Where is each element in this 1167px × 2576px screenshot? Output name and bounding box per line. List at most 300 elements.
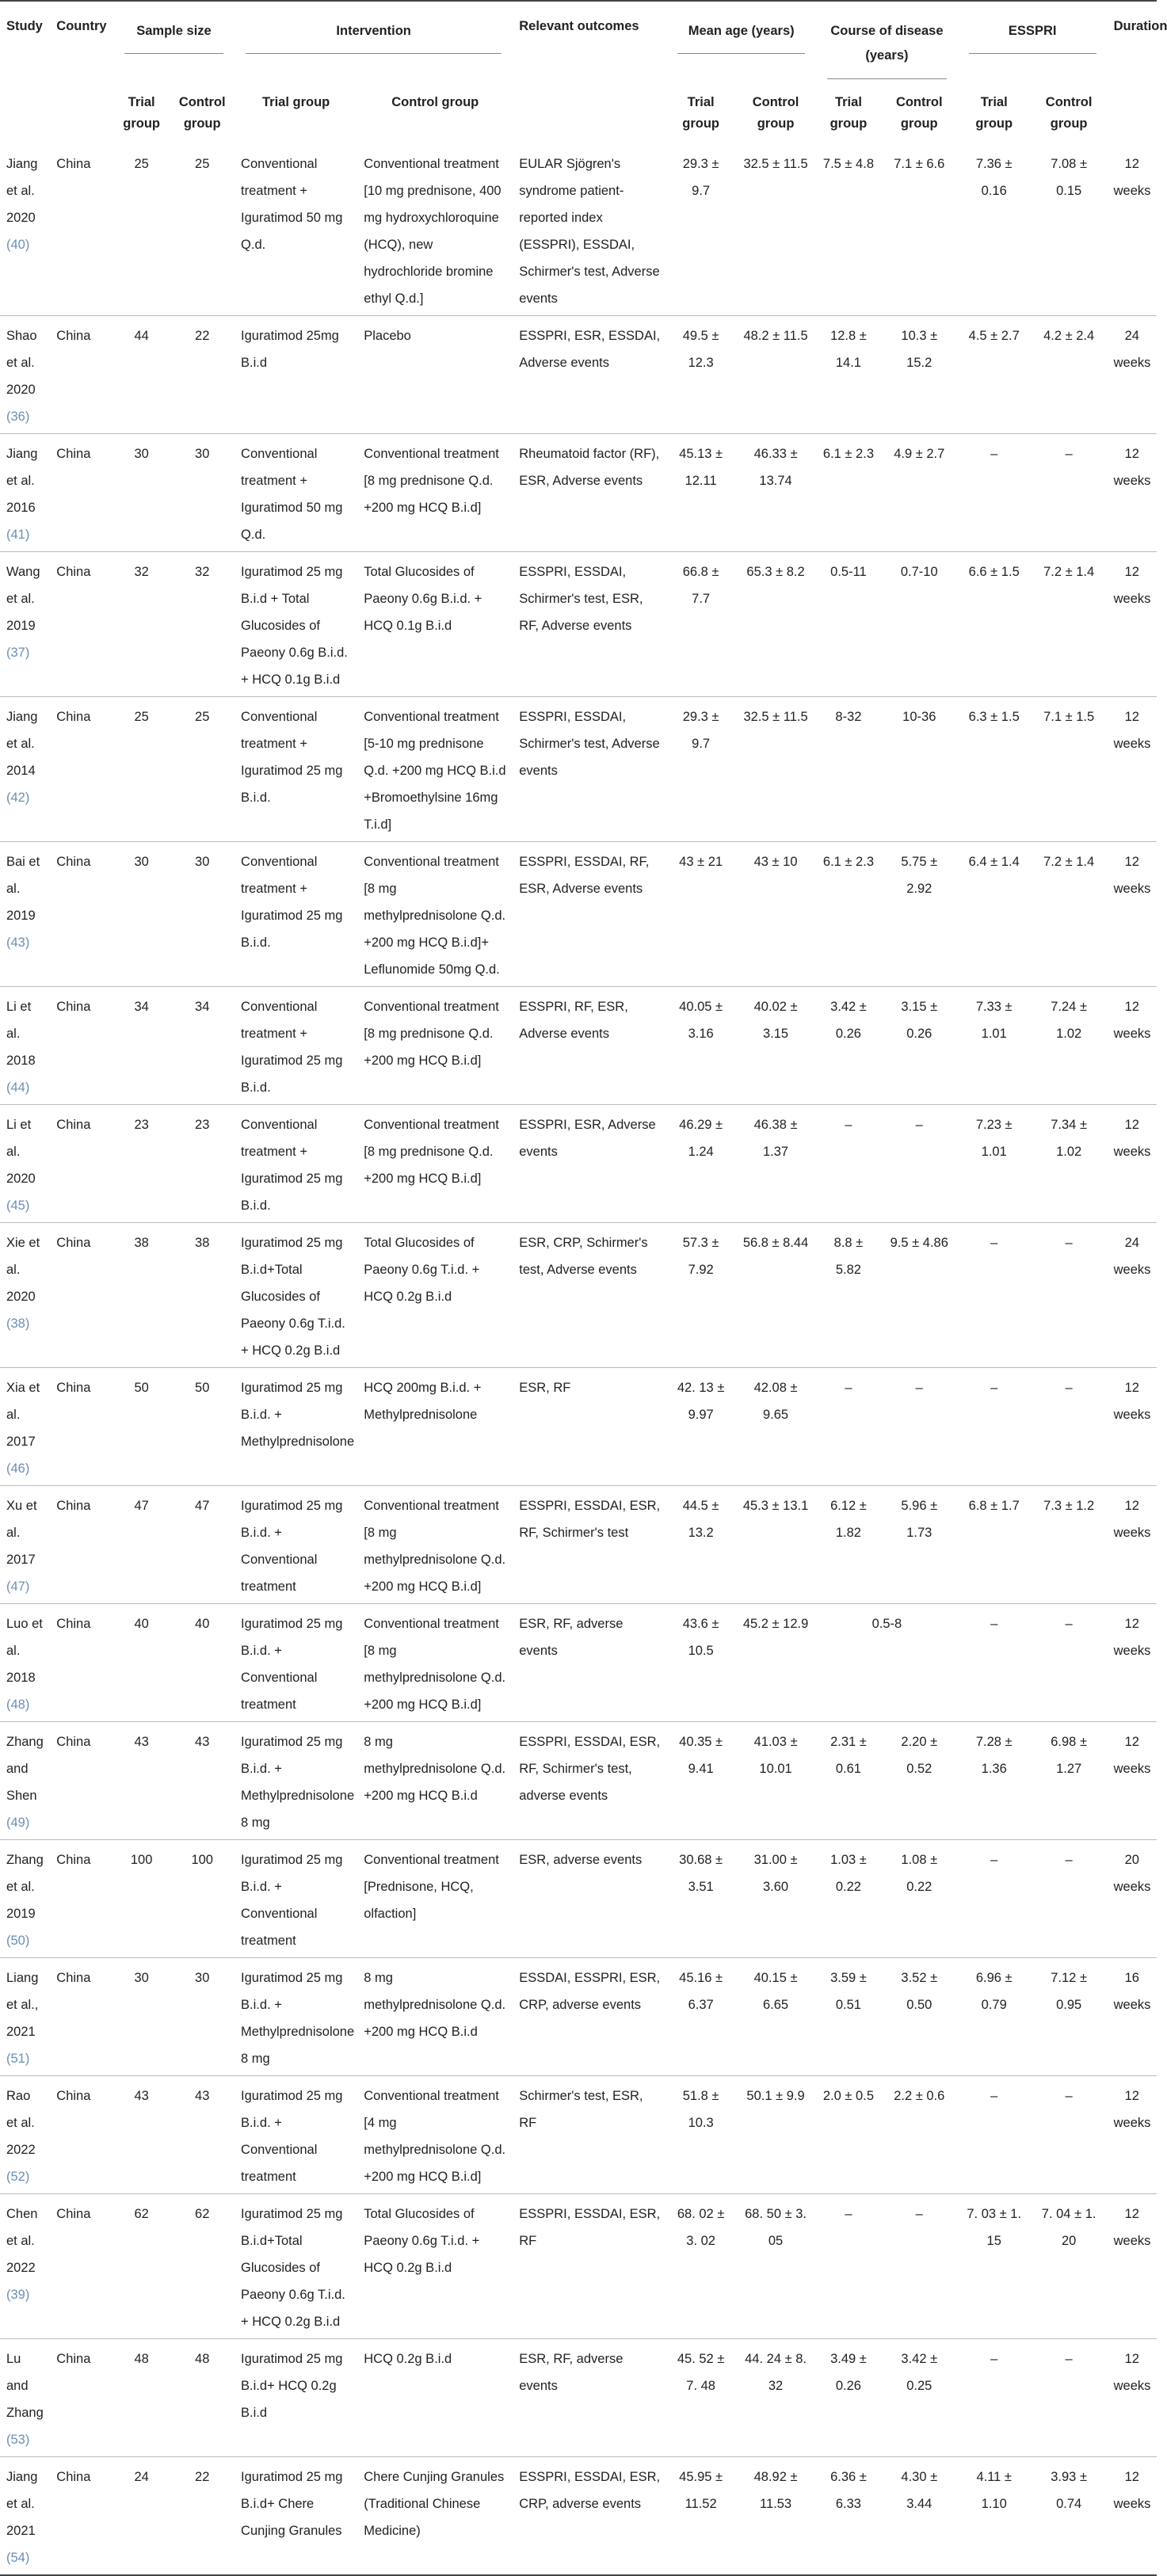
cell-intervention-control: Conventional treatment [4 mg methylprednisolone Q.d. +200 mg HCQ B.i.d] — [357, 2076, 513, 2194]
table-row — [0, 1105, 1157, 1223]
cell-intervention-trial: Conventional treatment + Iguratimod 25 mg B.i.d. — [235, 697, 357, 842]
header-course-trial: Trial group — [829, 94, 868, 131]
cell-intervention-control: Chere Cunjing Granules (Traditional Chinese Medicine) — [357, 2457, 513, 2576]
cell-intervention-control: Conventional treatment [8 mg prednisone Q.d. +200 mg HCQ B.i.d] — [357, 434, 513, 552]
cell-sample-control: 47 — [170, 1486, 235, 1604]
cell-esspri-trial: 6.6 ± 1.5 — [958, 552, 1031, 697]
cell-course-trial: 8-32 — [816, 697, 881, 842]
study-reference-link[interactable]: (53) — [6, 2433, 30, 2448]
study-name: Zhang and Shen — [6, 1735, 44, 1804]
cell-relevant-outcomes: ESSPRI, ESSDAI, RF, ESR, Adverse events — [513, 842, 666, 987]
cell-course-trial: – — [816, 1368, 881, 1486]
cell-country: China — [50, 842, 113, 987]
cell-relevant-outcomes: ESR, RF, adverse events — [513, 2339, 666, 2457]
cell-age-control: 45.3 ± 13.1 — [735, 1486, 816, 1604]
header-course-of-disease: Course of disease (years) — [816, 1, 958, 82]
header-intervention-trial: Trial group — [262, 94, 330, 109]
cell-esspri-control: – — [1031, 1223, 1108, 1368]
study-name: Chen et al. 2022 — [6, 2207, 38, 2276]
cell-esspri-trial: – — [958, 2339, 1031, 2457]
table-row — [0, 1486, 1157, 1604]
cell-intervention-trial: Iguratimod 25 mg B.i.d. + Conventional treatment — [235, 1486, 357, 1604]
cell-age-trial: 40.35 ± 9.41 — [666, 1722, 735, 1840]
cell-age-trial: 45.95 ± 11.52 — [666, 2457, 735, 2576]
cell-study — [0, 144, 50, 316]
cell-course-trial: – — [816, 2194, 881, 2339]
cell-relevant-outcomes: ESSPRI, ESSDAI, ESR, CRP, adverse events — [513, 2457, 666, 2576]
cell-country: China — [50, 1722, 113, 1840]
cell-intervention-trial: Iguratimod 25 mg B.i.d+Total Glucosides of Paeony 0.6g T.i.d. + HCQ 0.2g B.i.d — [235, 1223, 357, 1368]
cell-intervention-control: Conventional treatment [8 mg methylprednisolone Q.d. +200 mg HCQ B.i.d] — [357, 1604, 513, 1722]
cell-country: China — [50, 2457, 113, 2576]
cell-sample-trial: 34 — [113, 987, 170, 1105]
cell-age-control: 42.08 ± 9.65 — [735, 1368, 816, 1486]
cell-duration: 24 weeks — [1108, 1223, 1157, 1368]
cell-esspri-trial: – — [958, 1840, 1031, 1958]
cell-esspri-trial: 7.28 ± 1.36 — [958, 1722, 1031, 1840]
study-name: Wang et al. 2019 — [6, 565, 40, 634]
cell-duration: 12 weeks — [1108, 1368, 1157, 1486]
study-reference-link[interactable]: (44) — [6, 1080, 30, 1096]
cell-duration: 12 weeks — [1108, 144, 1157, 316]
cell-intervention-control: Total Glucosides of Paeony 0.6g T.i.d. + HCQ 0.2g B.i.d — [357, 2194, 513, 2339]
cell-sample-control: 25 — [170, 144, 235, 316]
cell-sample-control: 62 — [170, 2194, 235, 2339]
study-reference-link[interactable]: (41) — [6, 528, 30, 543]
cell-sample-trial: 38 — [113, 1223, 170, 1368]
cell-intervention-trial: Iguratimod 25 mg B.i.d. + Conventional treatment — [235, 1604, 357, 1722]
cell-relevant-outcomes: ESR, RF, adverse events — [513, 1604, 666, 1722]
cell-intervention-trial: Iguratimod 25 mg B.i.d. + Conventional treatment — [235, 1840, 357, 1958]
cell-age-trial: 46.29 ± 1.24 — [666, 1105, 735, 1223]
cell-age-trial: 30.68 ± 3.51 — [666, 1840, 735, 1958]
cell-relevant-outcomes: ESSPRI, ESR, ESSDAI, Adverse events — [513, 316, 666, 434]
table-row — [0, 987, 1157, 1105]
study-reference-link[interactable]: (45) — [6, 1198, 30, 1214]
cell-esspri-trial: 6.4 ± 1.4 — [958, 842, 1031, 987]
cell-intervention-trial: Iguratimod 25 mg B.i.d+Total Glucosides of Paeony 0.6g T.i.d. + HCQ 0.2g B.i.d — [235, 2194, 357, 2339]
table-row — [0, 842, 1157, 987]
cell-study — [0, 2339, 50, 2457]
header-sample-size: Sample size — [113, 1, 235, 82]
header-sample-control: Control group — [178, 94, 226, 131]
cell-age-control: 32.5 ± 11.5 — [735, 697, 816, 842]
cell-study — [0, 1368, 50, 1486]
table-row — [0, 144, 1157, 316]
study-reference-link[interactable]: (36) — [6, 410, 30, 425]
cell-study — [0, 1722, 50, 1840]
cell-relevant-outcomes: EULAR Sjögren's syndrome patient-reported index (ESSPRI), ESSDAI, Schirmer's test, Adverse events — [513, 144, 666, 316]
cell-esspri-trial: 7. 03 ± 1. 15 — [958, 2194, 1031, 2339]
cell-duration: 16 weeks — [1108, 1958, 1157, 2076]
cell-esspri-control: 7.2 ± 1.4 — [1031, 842, 1108, 987]
study-name: Lu and Zhang — [6, 2352, 44, 2421]
cell-esspri-control: 7.34 ± 1.02 — [1031, 1105, 1108, 1223]
cell-duration: 12 weeks — [1108, 697, 1157, 842]
cell-relevant-outcomes: ESR, RF — [513, 1368, 666, 1486]
cell-intervention-trial: Conventional treatment + Iguratimod 25 mg B.i.d. — [235, 842, 357, 987]
cell-intervention-trial: Iguratimod 25 mg B.i.d. + Methylprednisolone — [235, 1368, 357, 1486]
cell-course-control: 5.96 ± 1.73 — [881, 1486, 958, 1604]
cell-age-trial: 29.3 ± 9.7 — [666, 697, 735, 842]
header-relevant-outcomes: Relevant outcomes — [513, 1, 666, 144]
study-reference-link[interactable]: (42) — [6, 791, 30, 806]
cell-esspri-control: 7.24 ± 1.02 — [1031, 987, 1108, 1105]
study-name: Li et al. 2020 — [6, 1118, 36, 1187]
cell-esspri-control: – — [1031, 434, 1108, 552]
cell-age-control: 48.92 ± 11.53 — [735, 2457, 816, 2576]
study-reference-link[interactable]: (49) — [6, 1816, 30, 1831]
cell-relevant-outcomes: ESSDAI, ESSPRI, ESR, CRP, adverse events — [513, 1958, 666, 2076]
cell-sample-trial: 25 — [113, 144, 170, 316]
cell-age-control: 50.1 ± 9.9 — [735, 2076, 816, 2194]
cell-sample-control: 32 — [170, 552, 235, 697]
cell-sample-control: 30 — [170, 1958, 235, 2076]
cell-intervention-trial: Conventional treatment + Iguratimod 50 mg Q.d. — [235, 144, 357, 316]
cell-country: China — [50, 1840, 113, 1958]
table-row — [0, 1223, 1157, 1368]
study-name: Jiang et al. 2014 — [6, 710, 38, 779]
cell-age-trial: 44.5 ± 13.2 — [666, 1486, 735, 1604]
cell-relevant-outcomes: ESSPRI, ESR, Adverse events — [513, 1105, 666, 1223]
cell-sample-control: 30 — [170, 434, 235, 552]
cell-course-control: 2.2 ± 0.6 — [881, 2076, 958, 2194]
cell-duration: 12 weeks — [1108, 434, 1157, 552]
cell-sample-control: 22 — [170, 2457, 235, 2576]
study-name: Xu et al. 2017 — [6, 1499, 37, 1568]
cell-age-control: 43 ± 10 — [735, 842, 816, 987]
cell-study — [0, 1486, 50, 1604]
cell-sample-control: 43 — [170, 2076, 235, 2194]
header-esspri-trial: Trial group — [975, 94, 1013, 131]
table-row — [0, 552, 1157, 697]
cell-sample-control: 25 — [170, 697, 235, 842]
cell-course-control: – — [881, 2194, 958, 2339]
header-age-trial: Trial group — [682, 94, 719, 131]
study-reference-link[interactable]: (40) — [6, 238, 30, 253]
cell-intervention-trial: Iguratimod 25 mg B.i.d. + Conventional treatment — [235, 2076, 357, 2194]
cell-esspri-control: 3.93 ± 0.74 — [1031, 2457, 1108, 2576]
cell-duration: 12 weeks — [1108, 1604, 1157, 1722]
cell-study — [0, 697, 50, 842]
header-country: Country — [50, 1, 113, 144]
cell-sample-trial: 25 — [113, 697, 170, 842]
cell-country: China — [50, 2194, 113, 2339]
cell-study — [0, 434, 50, 552]
header-sample-trial: Trial group — [123, 94, 161, 131]
cell-age-control: 41.03 ± 10.01 — [735, 1722, 816, 1840]
cell-course-combined: 0.5-8 — [816, 1604, 958, 1722]
study-reference-link[interactable]: (37) — [6, 646, 30, 661]
cell-country: China — [50, 1604, 113, 1722]
header-mean-age: Mean age (years) — [666, 1, 816, 82]
cell-age-control: 40.15 ± 6.65 — [735, 1958, 816, 2076]
cell-course-trial: 6.1 ± 2.3 — [816, 434, 881, 552]
cell-age-control: 46.33 ± 13.74 — [735, 434, 816, 552]
cell-intervention-trial: Conventional treatment + Iguratimod 25 mg B.i.d. — [235, 1105, 357, 1223]
cell-age-control: 48.2 ± 11.5 — [735, 316, 816, 434]
cell-sample-trial: 23 — [113, 1105, 170, 1223]
cell-course-control: 7.1 ± 6.6 — [881, 144, 958, 316]
cell-esspri-trial: 7.33 ± 1.01 — [958, 987, 1031, 1105]
cell-country: China — [50, 697, 113, 842]
cell-age-trial: 45.16 ± 6.37 — [666, 1958, 735, 2076]
cell-course-control: – — [881, 1368, 958, 1486]
cell-age-trial: 43.6 ± 10.5 — [666, 1604, 735, 1722]
cell-age-trial: 57.3 ± 7.92 — [666, 1223, 735, 1368]
cell-study — [0, 1223, 50, 1368]
cell-esspri-trial: 7.36 ± 0.16 — [958, 144, 1031, 316]
cell-duration: 12 weeks — [1108, 552, 1157, 697]
header-age-control: Control group — [752, 94, 799, 131]
cell-course-control: 9.5 ± 4.86 — [881, 1223, 958, 1368]
cell-study — [0, 1105, 50, 1223]
cell-duration: 12 weeks — [1108, 2339, 1157, 2457]
table-row — [0, 316, 1157, 434]
cell-course-trial: 12.8 ± 14.1 — [816, 316, 881, 434]
study-name: Xie et al. 2020 — [6, 1236, 40, 1305]
study-reference-link[interactable]: (43) — [6, 936, 30, 951]
cell-intervention-control: Total Glucosides of Paeony 0.6g T.i.d. + HCQ 0.2g B.i.d — [357, 1223, 513, 1368]
cell-age-control: 56.8 ± 8.44 — [735, 1223, 816, 1368]
cell-age-control: 46.38 ± 1.37 — [735, 1105, 816, 1223]
cell-esspri-control: – — [1031, 2339, 1108, 2457]
cell-course-control: 2.20 ± 0.52 — [881, 1722, 958, 1840]
cell-esspri-control: – — [1031, 1604, 1108, 1722]
cell-age-control: 40.02 ± 3.15 — [735, 987, 816, 1105]
header-esspri-control: Control group — [1045, 94, 1093, 131]
cell-sample-control: 48 — [170, 2339, 235, 2457]
cell-relevant-outcomes: ESSPRI, ESSDAI, Schirmer's test, ESR, RF, Adverse events — [513, 552, 666, 697]
cell-relevant-outcomes: ESSPRI, RF, ESR, Adverse events — [513, 987, 666, 1105]
cell-intervention-control: Conventional treatment [8 mg methylprednisolone Q.d. +200 mg HCQ B.i.d]+ Leflunomide 50mg Q.d. — [357, 842, 513, 987]
cell-age-control: 68. 50 ± 3. 05 — [735, 2194, 816, 2339]
cell-study — [0, 842, 50, 987]
cell-sample-control: 43 — [170, 1722, 235, 1840]
cell-intervention-control: Conventional treatment [8 mg methylprednisolone Q.d. +200 mg HCQ B.i.d] — [357, 1486, 513, 1604]
cell-duration: 24 weeks — [1108, 316, 1157, 434]
cell-esspri-trial: 7.23 ± 1.01 — [958, 1105, 1031, 1223]
study-reference-link[interactable]: (47) — [6, 1580, 30, 1595]
cell-age-control: 32.5 ± 11.5 — [735, 144, 816, 316]
study-reference-link[interactable]: (48) — [6, 1698, 30, 1713]
cell-country: China — [50, 1368, 113, 1486]
cell-course-control: 0.7-10 — [881, 552, 958, 697]
cell-country: China — [50, 144, 113, 316]
cell-intervention-control: Conventional treatment [Prednisone, HCQ, olfaction] — [357, 1840, 513, 1958]
table-row — [0, 1840, 1157, 1958]
cell-intervention-control: Conventional treatment [8 mg prednisone Q.d. +200 mg HCQ B.i.d] — [357, 1105, 513, 1223]
cell-course-control: 4.30 ± 3.44 — [881, 2457, 958, 2576]
cell-age-trial: 49.5 ± 12.3 — [666, 316, 735, 434]
cell-sample-trial: 44 — [113, 316, 170, 434]
cell-sample-trial: 40 — [113, 1604, 170, 1722]
table-row — [0, 1958, 1157, 2076]
table-row — [0, 434, 1157, 552]
cell-age-trial: 68. 02 ± 3. 02 — [666, 2194, 735, 2339]
cell-course-trial: – — [816, 1105, 881, 1223]
cell-sample-trial: 48 — [113, 2339, 170, 2457]
cell-esspri-trial: 4.5 ± 2.7 — [958, 316, 1031, 434]
cell-country: China — [50, 2076, 113, 2194]
cell-relevant-outcomes: ESSPRI, ESSDAI, ESR, RF — [513, 2194, 666, 2339]
cell-sample-trial: 30 — [113, 1958, 170, 2076]
cell-study — [0, 1840, 50, 1958]
cell-study — [0, 1958, 50, 2076]
cell-course-trial: 2.31 ± 0.61 — [816, 1722, 881, 1840]
cell-sample-control: 34 — [170, 987, 235, 1105]
cell-relevant-outcomes: ESSPRI, ESSDAI, Schirmer's test, Adverse events — [513, 697, 666, 842]
study-reference-link[interactable]: (51) — [6, 2052, 30, 2067]
cell-duration: 12 weeks — [1108, 842, 1157, 987]
cell-country: China — [50, 1486, 113, 1604]
cell-country: China — [50, 1223, 113, 1368]
cell-sample-trial: 62 — [113, 2194, 170, 2339]
study-reference-link[interactable]: (46) — [6, 1461, 30, 1477]
cell-course-trial: 6.12 ± 1.82 — [816, 1486, 881, 1604]
cell-relevant-outcomes: ESR, adverse events — [513, 1840, 666, 1958]
cell-intervention-control: 8 mg methylprednisolone Q.d. +200 mg HCQ B.i.d — [357, 1722, 513, 1840]
cell-esspri-control: 7.1 ± 1.5 — [1031, 697, 1108, 842]
cell-esspri-trial: – — [958, 1223, 1031, 1368]
cell-study — [0, 1604, 50, 1722]
study-name: Li et al. 2018 — [6, 1000, 36, 1069]
cell-course-trial: 8.8 ± 5.82 — [816, 1223, 881, 1368]
header-intervention: Intervention — [235, 1, 513, 82]
cell-duration: 12 weeks — [1108, 2194, 1157, 2339]
cell-esspri-control: – — [1031, 1368, 1108, 1486]
study-name: Rao et al. 2022 — [6, 2089, 36, 2158]
cell-sample-trial: 43 — [113, 1722, 170, 1840]
cell-course-control: 1.08 ± 0.22 — [881, 1840, 958, 1958]
cell-age-control: 31.00 ± 3.60 — [735, 1840, 816, 1958]
cell-esspri-control: 7. 04 ± 1. 20 — [1031, 2194, 1108, 2339]
cell-intervention-trial: Iguratimod 25 mg B.i.d. + Methylprednisolone 8 mg — [235, 1722, 357, 1840]
cell-age-trial: 42. 13 ± 9.97 — [666, 1368, 735, 1486]
cell-course-control: 10.3 ± 15.2 — [881, 316, 958, 434]
cell-age-control: 65.3 ± 8.2 — [735, 552, 816, 697]
header-duration: Duration — [1108, 1, 1157, 144]
cell-duration: 12 weeks — [1108, 1105, 1157, 1223]
cell-esspri-control: – — [1031, 2076, 1108, 2194]
cell-sample-trial: 32 — [113, 552, 170, 697]
cell-course-control: – — [881, 1105, 958, 1223]
cell-course-control: 4.9 ± 2.7 — [881, 434, 958, 552]
cell-sample-control: 23 — [170, 1105, 235, 1223]
study-name: Liang et al., 2021 — [6, 1971, 39, 2040]
cell-course-trial: 0.5-11 — [816, 552, 881, 697]
study-name: Jiang et al. 2016 — [6, 447, 38, 516]
header-esspri: ESSPRI — [958, 1, 1108, 82]
table-row — [0, 2194, 1157, 2339]
cell-intervention-trial: Iguratimod 25 mg B.i.d. + Methylprednisolone 8 mg — [235, 1958, 357, 2076]
cell-intervention-trial: Iguratimod 25 mg B.i.d+ Chere Cunjing Granules — [235, 2457, 357, 2576]
table-row — [0, 1722, 1157, 1840]
cell-course-trial: 3.42 ± 0.26 — [816, 987, 881, 1105]
cell-esspri-trial: 4.11 ± 1.10 — [958, 2457, 1031, 2576]
table-row — [0, 2339, 1157, 2457]
cell-study — [0, 2194, 50, 2339]
cell-intervention-control: Total Glucosides of Paeony 0.6g B.i.d. + HCQ 0.1g B.i.d — [357, 552, 513, 697]
table-row — [0, 1604, 1157, 1722]
cell-sample-trial: 50 — [113, 1368, 170, 1486]
cell-esspri-control: 7.08 ± 0.15 — [1031, 144, 1108, 316]
cell-study — [0, 987, 50, 1105]
cell-age-trial: 45. 52 ± 7. 48 — [666, 2339, 735, 2457]
study-name: Bai et al. 2019 — [6, 855, 40, 924]
cell-sample-control: 100 — [170, 1840, 235, 1958]
cell-esspri-trial: 6.96 ± 0.79 — [958, 1958, 1031, 2076]
cell-country: China — [50, 552, 113, 697]
cell-duration: 12 weeks — [1108, 1722, 1157, 1840]
study-reference-link[interactable]: (50) — [6, 1934, 30, 1949]
cell-study — [0, 2457, 50, 2576]
cell-esspri-trial: – — [958, 2076, 1031, 2194]
cell-age-trial: 51.8 ± 10.3 — [666, 2076, 735, 2194]
cell-course-control: 3.42 ± 0.25 — [881, 2339, 958, 2457]
cell-age-control: 44. 24 ± 8. 32 — [735, 2339, 816, 2457]
study-name: Jiang et al. 2021 — [6, 2470, 38, 2539]
cell-sample-control: 50 — [170, 1368, 235, 1486]
cell-esspri-trial: 6.8 ± 1.7 — [958, 1486, 1031, 1604]
cell-course-trial: 3.59 ± 0.51 — [816, 1958, 881, 2076]
cell-relevant-outcomes: ESR, CRP, Schirmer's test, Adverse events — [513, 1223, 666, 1368]
cell-intervention-trial: Iguratimod 25mg B.i.d — [235, 316, 357, 434]
cell-course-trial: 2.0 ± 0.5 — [816, 2076, 881, 2194]
cell-course-control: 3.15 ± 0.26 — [881, 987, 958, 1105]
cell-country: China — [50, 987, 113, 1105]
study-reference-link[interactable]: (52) — [6, 2170, 30, 2185]
cell-age-trial: 45.13 ± 12.11 — [666, 434, 735, 552]
cell-course-trial: 7.5 ± 4.8 — [816, 144, 881, 316]
cell-sample-trial: 30 — [113, 434, 170, 552]
cell-duration: 20 weeks — [1108, 1840, 1157, 1958]
cell-esspri-trial: 6.3 ± 1.5 — [958, 697, 1031, 842]
cell-course-trial: 6.1 ± 2.3 — [816, 842, 881, 987]
cell-study — [0, 2076, 50, 2194]
study-name: Shao et al. 2020 — [6, 329, 37, 398]
cell-intervention-control: 8 mg methylprednisolone Q.d. +200 mg HCQ B.i.d — [357, 1958, 513, 2076]
cell-duration: 12 weeks — [1108, 1486, 1157, 1604]
study-name: Zhang et al. 2019 — [6, 1853, 44, 1922]
cell-country: China — [50, 2339, 113, 2457]
cell-sample-trial: 24 — [113, 2457, 170, 2576]
study-reference-link[interactable]: (54) — [6, 2551, 30, 2566]
cell-intervention-trial: Iguratimod 25 mg B.i.d + Total Glucosides of Paeony 0.6g B.i.d. + HCQ 0.1g B.i.d — [235, 552, 357, 697]
cell-relevant-outcomes: ESSPRI, ESSDAI, ESR, RF, Schirmer's test — [513, 1486, 666, 1604]
cell-sample-control: 22 — [170, 316, 235, 434]
cell-esspri-control: 7.3 ± 1.2 — [1031, 1486, 1108, 1604]
cell-age-trial: 66.8 ± 7.7 — [666, 552, 735, 697]
cell-esspri-trial: – — [958, 1368, 1031, 1486]
study-reference-link[interactable]: (38) — [6, 1317, 30, 1332]
cell-intervention-trial: Conventional treatment + Iguratimod 50 mg Q.d. — [235, 434, 357, 552]
cell-course-trial: 3.49 ± 0.26 — [816, 2339, 881, 2457]
cell-esspri-trial: – — [958, 1604, 1031, 1722]
cell-country: China — [50, 434, 113, 552]
cell-sample-control: 30 — [170, 842, 235, 987]
cell-study — [0, 316, 50, 434]
table-row — [0, 2457, 1157, 2576]
cell-study — [0, 552, 50, 697]
table-row — [0, 2076, 1157, 2194]
cell-country: China — [50, 316, 113, 434]
cell-esspri-control: 6.98 ± 1.27 — [1031, 1722, 1108, 1840]
cell-esspri-trial: – — [958, 434, 1031, 552]
cell-relevant-outcomes: Schirmer's test, ESR, RF — [513, 2076, 666, 2194]
study-reference-link[interactable]: (39) — [6, 2288, 30, 2303]
cell-relevant-outcomes: Rheumatoid factor (RF), ESR, Adverse events — [513, 434, 666, 552]
